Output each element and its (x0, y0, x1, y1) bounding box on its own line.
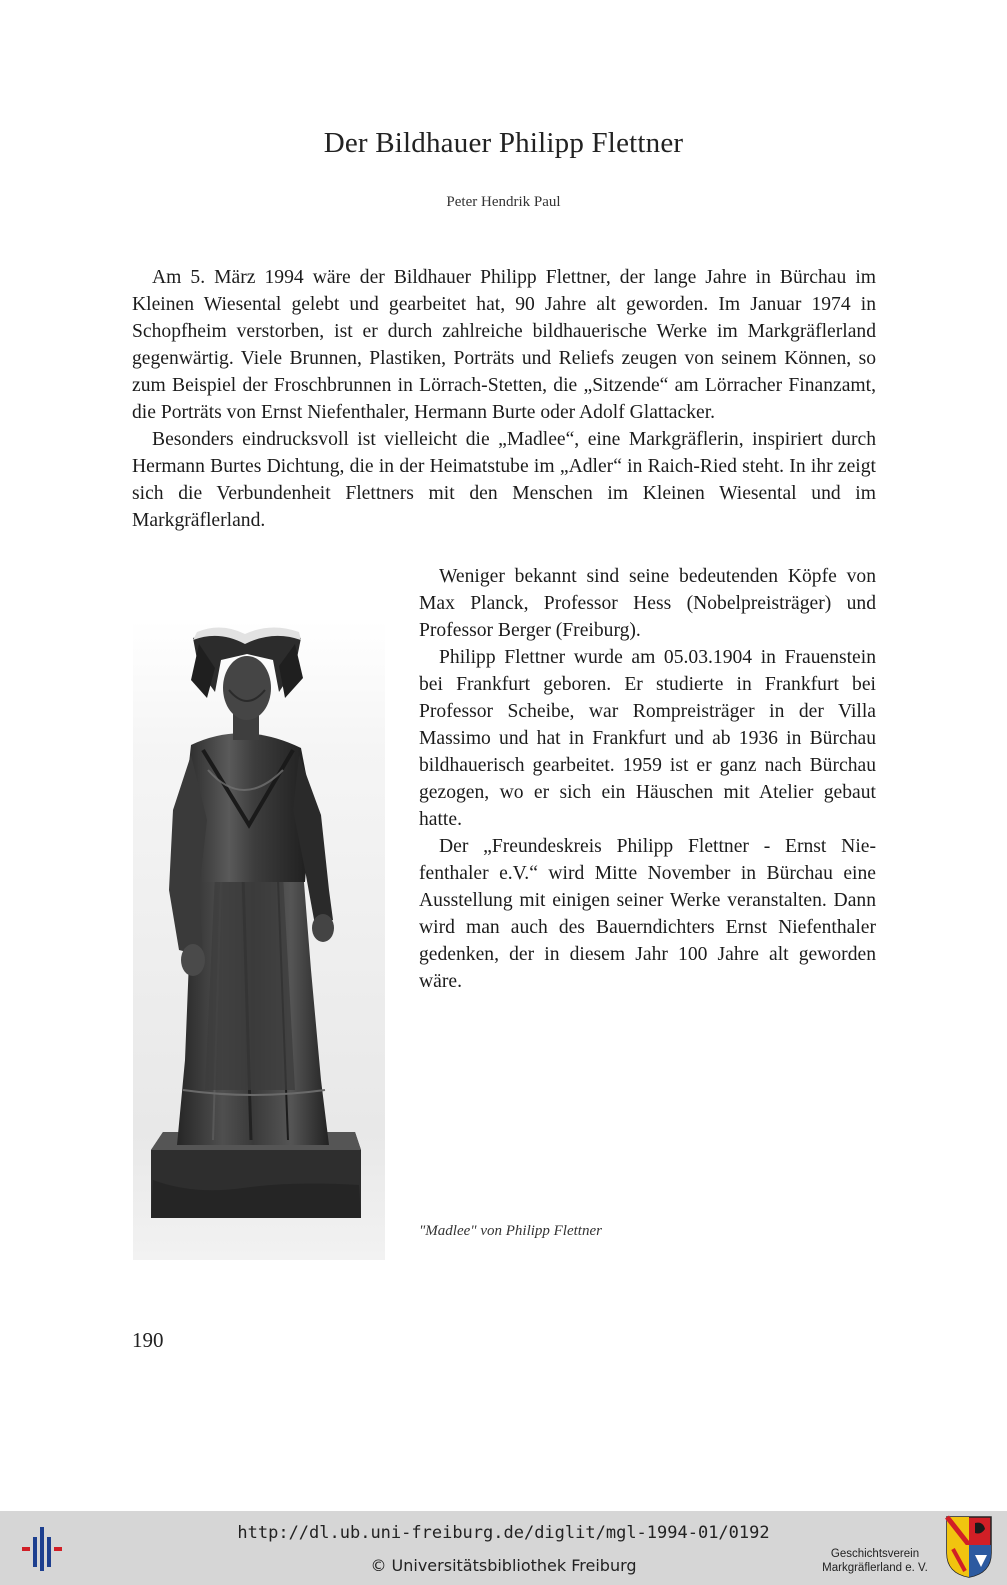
article-text-full-width (132, 264, 876, 534)
statue-photo (133, 620, 385, 1260)
document-url[interactable]: http://dl.ub.uni-freiburg.de/diglit/mgl-1994-01/0192 (237, 1523, 770, 1543)
paragraph: Philipp Flettner wurde am 05.03.1904 in Frauenstein bei Frankfurt geboren. Er studierte in Frankfurt bei Professor Scheibe, war Rompreisträger in der Villa Massimo und hat in Frankfurt und ab 1936 in Bürchau bildhauerisch gearbeitet. 1959 ist er ganz nach Bürchau gezogen, wo er sich ein Häuschen mit Atelier gebaut hatte. (419, 647, 876, 830)
copyright-notice: © Universitätsbibliothek Freiburg (370, 1556, 637, 1575)
figure-caption: "Madlee" von Philipp Flettner (419, 1223, 602, 1239)
paragraph: Am 5. März 1994 wäre der Bildhauer Philipp Flettner, der lange Jahre in Bürchau im Kleinen Wiesental gelebt und gearbeitet hat, 90 Jahre alt geworden. Im Januar 1974 in Schopfheim verstorben, ist er durch zahlreiche bildhauerische Werke im Markgräflerland gegenwärtig. Viele Brunnen, Plastiken, Porträts und Reliefs zeugen von seinem Können, so zum Beispiel der Froschbrunnen in Lörrach-Stetten, die „Sitzende“ am Lörracher Finanzamt, die Porträts von Ernst Niefenthaler, Hermann Burte oder Adolf Glattacker. (132, 267, 876, 423)
author-name: Peter Hendrik Paul (446, 194, 561, 210)
paragraph: Der „Freundeskreis Philipp Flettner - Ernst Niefenthaler e.V.“ wird Mitte November in Bürchau eine Ausstellung mit einigen seiner Werke veranstalten. Dann wird man auch des Bauerndichters Ernst Niefenthaler gedenken, der in diesem Jahr 100 Jahre alt geworden wäre. (419, 836, 876, 992)
paragraph: Besonders eindrucksvoll ist vielleicht die „Madlee“, eine Markgräflerin, inspiriert durch Hermann Burtes Dichtung, die in der Heimatstube im „Adler“ in Raich-Ried steht. In ihr zeigt sich die Verbundenheit Flettners mit den Menschen im Kleinen Wiesental und im Markgräflerland. (132, 429, 876, 531)
article-text-column (419, 563, 876, 995)
coat-of-arms-icon[interactable] (945, 1515, 993, 1579)
footer-bar (0, 1511, 1007, 1585)
society-name-line: Markgräflerland e. V. (822, 1562, 928, 1574)
paragraph: Weniger bekannt sind seine bedeutenden Köpfe von Max Planck, Professor Hess (Nobelpreisträger) und Professor Berger (Freiburg). (419, 566, 876, 641)
page-number: 190 (132, 1328, 164, 1352)
society-name (810, 1547, 940, 1575)
society-name-line: Geschichtsverein (830, 1548, 920, 1560)
page-title: Der Bildhauer Philipp Flettner (323, 127, 684, 159)
